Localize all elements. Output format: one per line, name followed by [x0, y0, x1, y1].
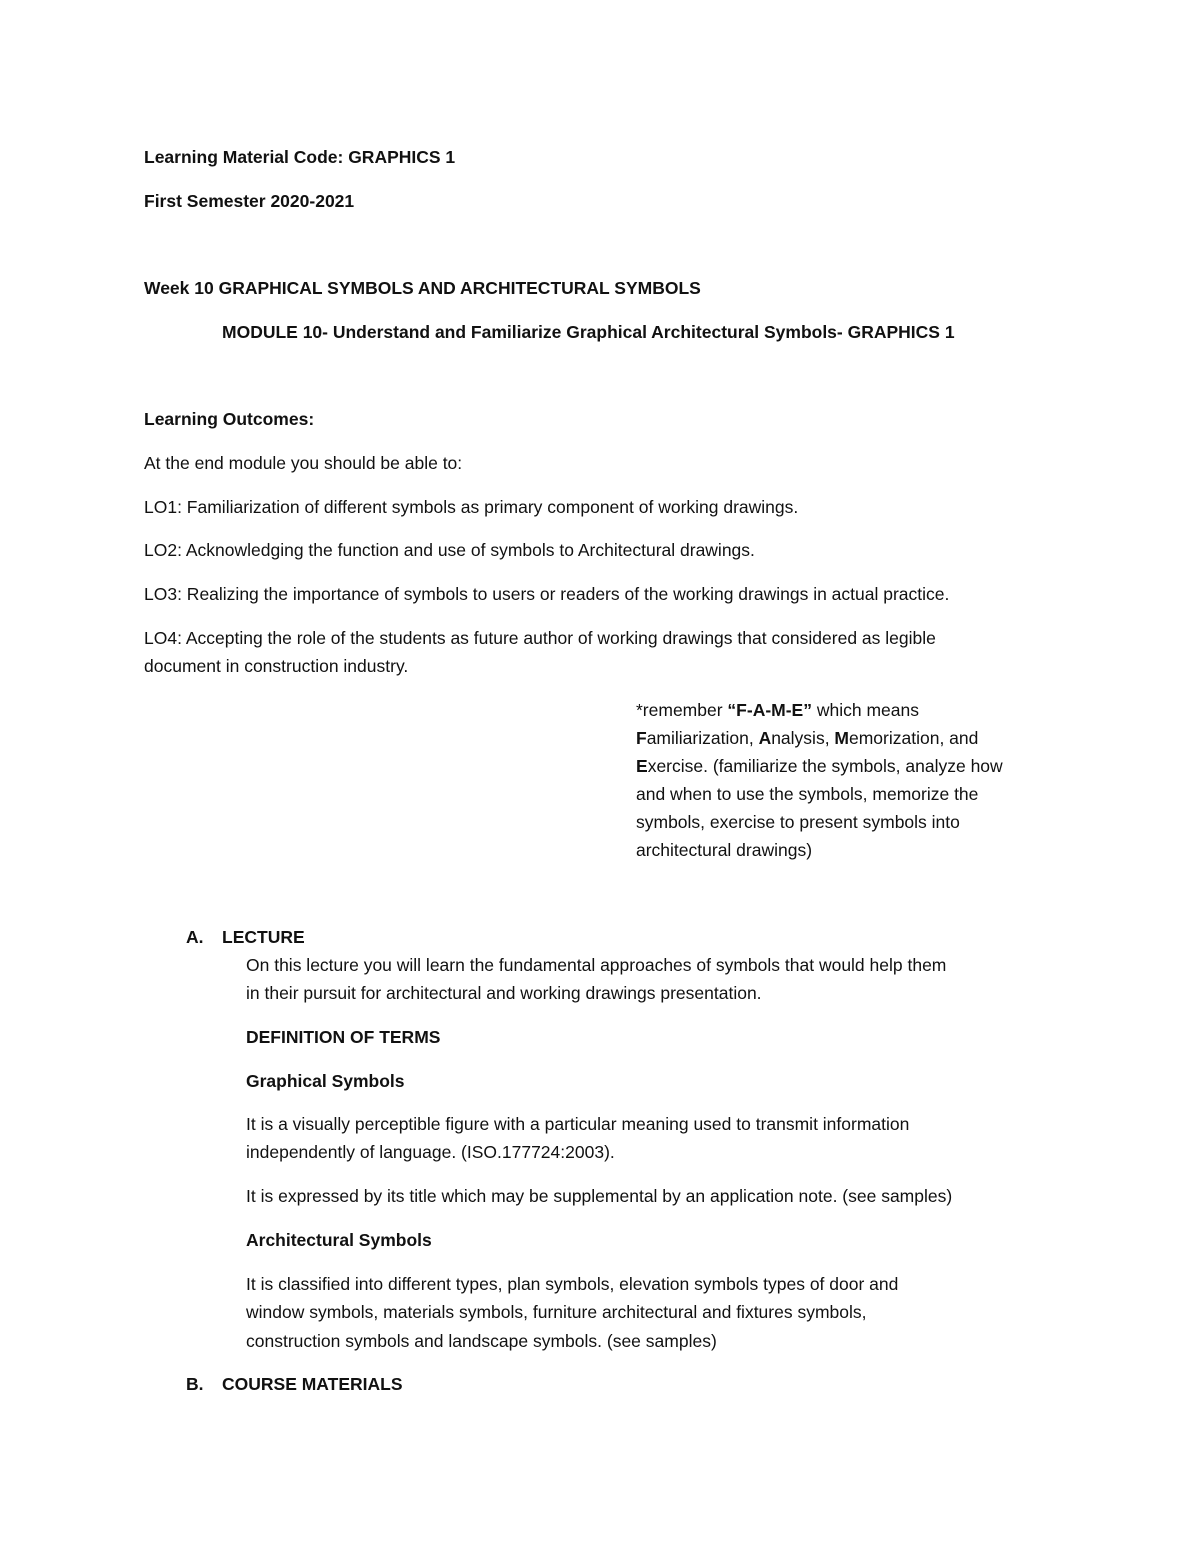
material-code: Learning Material Code: GRAPHICS 1 [144, 147, 456, 167]
architectural-definition-line: window symbols, materials symbols, furniture architectural and fixtures symbols, [246, 1302, 867, 1322]
fame-note-line: architectural drawings) [636, 840, 813, 860]
graphical-definition-line: independently of language. (ISO.177724:2003). [246, 1142, 615, 1162]
fame-letter: F [636, 728, 647, 748]
fame-text: which means [811, 700, 919, 720]
semester: First Semester 2020-2021 [144, 191, 355, 211]
section-b-heading: COURSE MATERIALS [222, 1374, 403, 1394]
fame-text: *remember [636, 700, 728, 720]
graphical-symbols-heading: Graphical Symbols [246, 1071, 405, 1091]
fame-letter: E [636, 756, 648, 776]
architectural-symbols-heading: Architectural Symbols [246, 1230, 432, 1250]
module-title: MODULE 10- Understand and Familiarize Graphical Architectural Symbols- GRAPHICS 1 [222, 322, 955, 342]
graphical-definition-line: It is expressed by its title which may be supplemental by an application note. (see samples) [246, 1186, 953, 1206]
outcome-lo4-continued: document in construction industry. [144, 656, 409, 676]
architectural-definition-line: construction symbols and landscape symbols. (see samples) [246, 1331, 717, 1351]
fame-letter: A [758, 728, 772, 748]
fame-letter: M [834, 728, 849, 748]
section-a-heading: LECTURE [222, 927, 305, 947]
architectural-definition-line: It is classified into different types, plan symbols, elevation symbols types of door and [246, 1274, 899, 1294]
fame-note-line: symbols, exercise to present symbols into [636, 812, 960, 832]
outcome-lo3: LO3: Realizing the importance of symbols to users or readers of the working drawings in actual practice. [144, 584, 950, 604]
fame-note-line [636, 752, 1003, 780]
fame-note-line [636, 696, 919, 724]
graphical-definition-line: It is a visually perceptible figure with a particular meaning used to transmit information [246, 1114, 910, 1134]
learning-outcomes-heading: Learning Outcomes: [144, 409, 315, 429]
outcome-lo2: LO2: Acknowledging the function and use of symbols to Architectural drawings. [144, 540, 755, 560]
section-b-marker: B. [186, 1374, 204, 1394]
section-a-marker: A. [186, 927, 204, 947]
fame-note-line [636, 724, 978, 752]
outcome-lo4: LO4: Accepting the role of the students as future author of working drawings that considered as legible [144, 628, 936, 648]
fame-note-line: and when to use the symbols, memorize the [636, 784, 979, 804]
fame-text: xercise. (familiarize the symbols, analyze how [647, 756, 1003, 776]
fame-text: nalysis, [771, 728, 835, 748]
definitions-heading: DEFINITION OF TERMS [246, 1027, 441, 1047]
outcomes-intro: At the end module you should be able to: [144, 453, 463, 473]
outcome-lo1: LO1: Familiarization of different symbols as primary component of working drawings. [144, 497, 799, 517]
week-title: Week 10 GRAPHICAL SYMBOLS AND ARCHITECTURAL SYMBOLS [144, 278, 701, 298]
lecture-intro-line: On this lecture you will learn the fundamental approaches of symbols that would help them [246, 955, 947, 975]
fame-text: amiliarization, [646, 728, 759, 748]
fame-text: emorization, and [849, 728, 979, 748]
lecture-intro-line: in their pursuit for architectural and working drawings presentation. [246, 983, 762, 1003]
fame-acronym: “F-A-M-E” [727, 700, 812, 720]
